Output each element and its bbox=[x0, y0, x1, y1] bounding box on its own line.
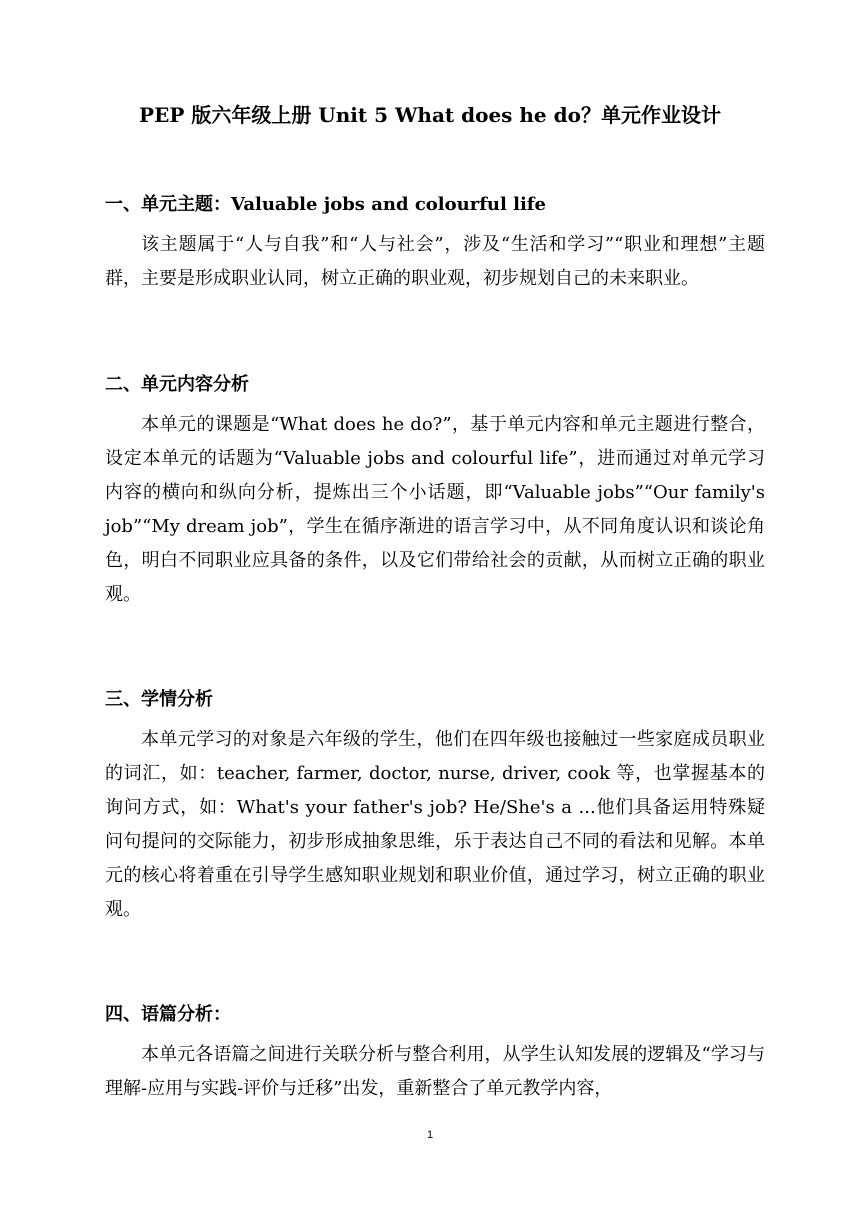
page-number: 1 bbox=[426, 1129, 434, 1141]
section-content-analysis bbox=[105, 370, 765, 612]
section-text-analysis bbox=[105, 1000, 765, 1106]
section-heading: 三、学情分析 bbox=[105, 689, 213, 710]
section-heading: 四、语篇分析： bbox=[105, 1004, 231, 1025]
section-unit-theme bbox=[105, 190, 765, 296]
section-paragraph: 本单元学习的对象是六年级的学生，他们在四年级也接触过一些家庭成员职业的词汇，如：teacher, farmer, doctor, nurse, driver, cook 等，也掌握基本的询问方式，如：What's your father's job? He/She's a ...他们具备运用特殊疑问句提问的交际能力，初步形成抽象思维，乐于表达自己不同的看法和见解。本单元的核心将着重在引导学生感知职业规划和职业价值，通过学习，树立正确的职业观。 bbox=[105, 729, 765, 920]
section-paragraph: 该主题属于“人与自我”和“人与社会”，涉及“生活和学习”“职业和理想”主题群，主要是形成职业认同，树立正确的职业观，初步规划自己的未来职业。 bbox=[105, 234, 765, 289]
section-paragraph: 本单元各语篇之间进行关联分析与整合利用，从学生认知发展的逻辑及“学习与理解-应用与实践-评价与迁移”出发，重新整合了单元教学内容， bbox=[105, 1044, 765, 1099]
section-paragraph: 本单元的课题是“What does he do?”，基于单元内容和单元主题进行整合，设定本单元的话题为“Valuable jobs and colourful life”，进而通过对单元学习内容的横向和纵向分析，提炼出三个小话题，即“Valuable jobs”“Our family's job”“My dream job”，学生在循序渐进的语言学习中，从不同角度认识和谈论角色，明白不同职业应具备的条件，以及它们带给社会的贡献，从而树立正确的职业观。 bbox=[105, 414, 765, 605]
document-title: PEP 版六年级上册 Unit 5 What does he do？单元作业设计 bbox=[139, 103, 721, 127]
section-student-analysis bbox=[105, 685, 765, 927]
section-heading: 一、单元主题：Valuable jobs and colourful life bbox=[105, 194, 546, 215]
section-heading: 二、单元内容分析 bbox=[105, 374, 249, 395]
